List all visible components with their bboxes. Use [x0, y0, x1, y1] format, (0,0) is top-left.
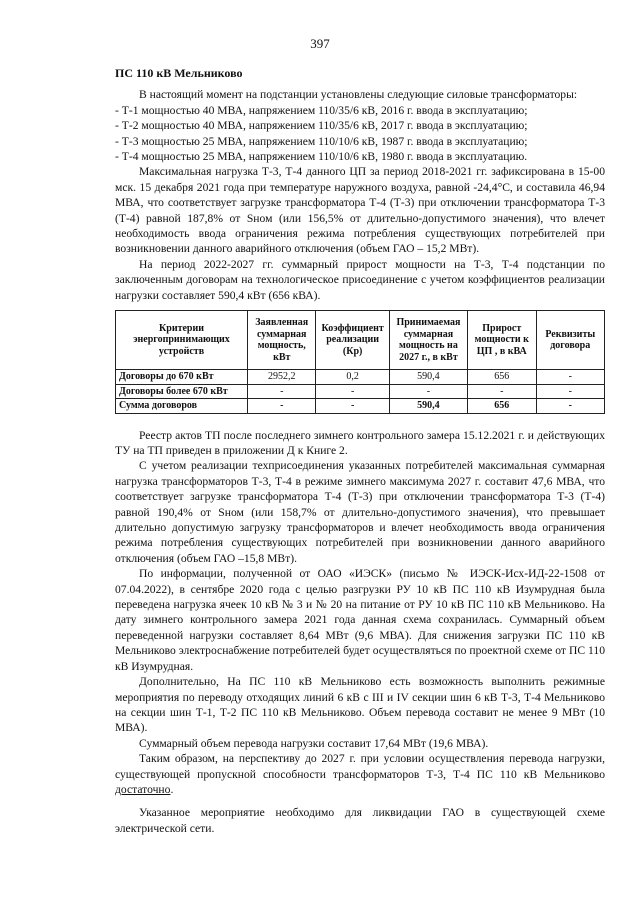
- table-cell: -: [316, 399, 389, 414]
- table-header-row: [116, 311, 605, 370]
- table-row-total: [116, 399, 605, 414]
- table-cell: 656: [468, 370, 536, 385]
- table-cell: 590,4: [389, 370, 467, 385]
- table-header: Коэффициент реализации (Кр): [316, 311, 389, 370]
- conclusion-underlined: достаточно: [115, 782, 171, 796]
- table-cell: Сумма договоров: [116, 399, 248, 414]
- transformer-item-t4: - Т-4 мощностью 25 МВА, напряжением 110/10/6 кВ, 1980 г. ввода в эксплуатацию.: [115, 150, 528, 164]
- table-cell: -: [248, 384, 316, 399]
- table-cell: -: [316, 384, 389, 399]
- total-transfer-paragraph: Суммарный объем перевода нагрузки составит 17,64 МВт (19,6 МВА).: [139, 736, 489, 750]
- table-cell: Договоры более 670 кВт: [116, 384, 248, 399]
- table-cell: -: [468, 384, 536, 399]
- transformer-item-t1: - Т-1 мощностью 40 МВА, напряжением 110/35/6 кВ, 2016 г. ввода в эксплуатацию;: [115, 103, 528, 117]
- growth-paragraph: На период 2022-2027 гг. суммарный прирост мощности на Т-3, Т-4 подстанции по заключенным договорам на технологическое присоединение с учетом коэффициентов реализации нагрузки составляет 590,4 кВт (656 кВА).: [115, 257, 605, 302]
- document-body: [115, 66, 605, 836]
- table-cell: 590,4: [389, 399, 467, 414]
- table-header: Реквизиты договора: [536, 311, 605, 370]
- table-cell: Договоры до 670 кВт: [116, 370, 248, 385]
- table-cell: -: [389, 384, 467, 399]
- spacer: [115, 797, 605, 805]
- additional-measures-paragraph: Дополнительно, На ПС 110 кВ Мельниково есть возможность выполнить режимные мероприятия по переводу отходящих линий 6 кВ с III и IV секции шин 6 кВ Т-3, Т-4 Мельниково на секции шин Т-1, Т-2 ПС 110 кВ Мельниково. Объем перевода составит не менее 9 МВт (10 МВА).: [115, 675, 605, 735]
- table-cell: -: [536, 384, 605, 399]
- projection-paragraph: С учетом реализации техприсоединения указанных потребителей максимальная суммарная нагрузка трансформаторов Т-3, Т-4 в режиме зимнего максимума 2027 г. составит 47,6 МВА, что соответствует загрузке трансформатора Т-4 (Т-3) при отключении трансформатора Т-3 (Т-4) равной 190,4% от Sном (или 158,7% от длительно-допустимого значения), что превышает длительно допустимую загрузку трансформаторов и влечет необходимость ввода ограничения режима потребления существующих потребителей при возникновении данного аварийного отключения (объем ГАО –15,8 МВт).: [115, 459, 605, 565]
- table-cell: 656: [468, 399, 536, 414]
- conclusion-paragraph: [115, 751, 605, 797]
- table-cell: -: [536, 370, 605, 385]
- table-row: [116, 370, 605, 385]
- transformer-item-t2: - Т-2 мощностью 40 МВА, напряжением 110/35/6 кВ, 2017 г. ввода в эксплуатацию;: [115, 119, 528, 133]
- transformer-item-t3: - Т-3 мощностью 25 МВА, напряжением 110/10/6 кВ, 1987 г. ввода в эксплуатацию;: [115, 134, 528, 148]
- page-number: 397: [310, 36, 330, 51]
- table-header: Прирост мощности к ЦП , в кВА: [468, 311, 536, 370]
- table-header: Критерии энергопринимающих устройств: [116, 311, 248, 370]
- iesk-info-paragraph: По информации, полученной от ОАО «ИЭСК» (письмо № ИЭСК-Исх-ИД-22-1508 от 07.04.2022), в сентябре 2020 года с целью разгрузки РУ 10 кВ ПС 110 кВ Изумрудная была переведена нагрузка ячеек 10 кВ № 3 и № 20 на питание от РУ 10 кВ ПС 110 кВ Мельниково. На дату зимнего контрольного замера 2021 года данная схема сохранилась. Суммарный объем переведенной нагрузки составляет 8,64 МВт (9,6 МВА). Для снижения загрузки ПС 110 кВ Мельниково электроснабжение потребителей будет осуществляться по проектной схеме от ПС 110 кВ Изумрудная.: [115, 567, 605, 673]
- table-header: Заявленная суммарная мощность, кВт: [248, 311, 316, 370]
- intro-paragraph: В настоящий момент на подстанции установлены следующие силовые трансформаторы:: [139, 88, 578, 102]
- conclusion-end: .: [170, 782, 174, 796]
- section-heading: ПС 110 кВ Мельниково: [115, 66, 243, 80]
- final-paragraph: Указанное мероприятие необходимо для ликвидации ГАО в существующей схеме электрической сети.: [115, 806, 605, 835]
- max-load-paragraph: Максимальная нагрузка Т-3, Т-4 данного ЦП за период 2018-2021 гг. зафиксирована в 15-00 мск. 15 декабря 2021 года при температуре наружного воздуха, равной -24,4°С, и составила 46,94 МВА, что соответствует загрузке трансформатора Т-4 (Т-3) при отключении трансформатора Т-3 (Т-4) равной 187,8% от Sном (или 156,5% от длительно-допустимого значения), что влечет необходимость ввода ограничения режима потребления существующих потребителей при возникновении данного аварийного отключения (объем ГАО – 15,2 МВт).: [115, 165, 605, 256]
- registry-paragraph: Реестр актов ТП после последнего зимнего контрольного замера 15.12.2021 г. и действующих ТУ на ТП приведен в приложении Д к Книге 2.: [115, 428, 605, 457]
- conclusion-text: Таким образом, на перспективу до 2027 г. при условии осуществления перевода нагрузки, существующей пропускной способности трансформаторов Т-3, Т-4 ПС 110 кВ Мельниково: [115, 752, 605, 781]
- contracts-table: [115, 310, 605, 414]
- table-header: Принимаемая суммарная мощность на 2027 г., в кВт: [389, 311, 467, 370]
- table-row: [116, 384, 605, 399]
- table-cell: -: [536, 399, 605, 414]
- table-cell: 0,2: [316, 370, 389, 385]
- table-cell: 2952,2: [248, 370, 316, 385]
- table-cell: -: [248, 399, 316, 414]
